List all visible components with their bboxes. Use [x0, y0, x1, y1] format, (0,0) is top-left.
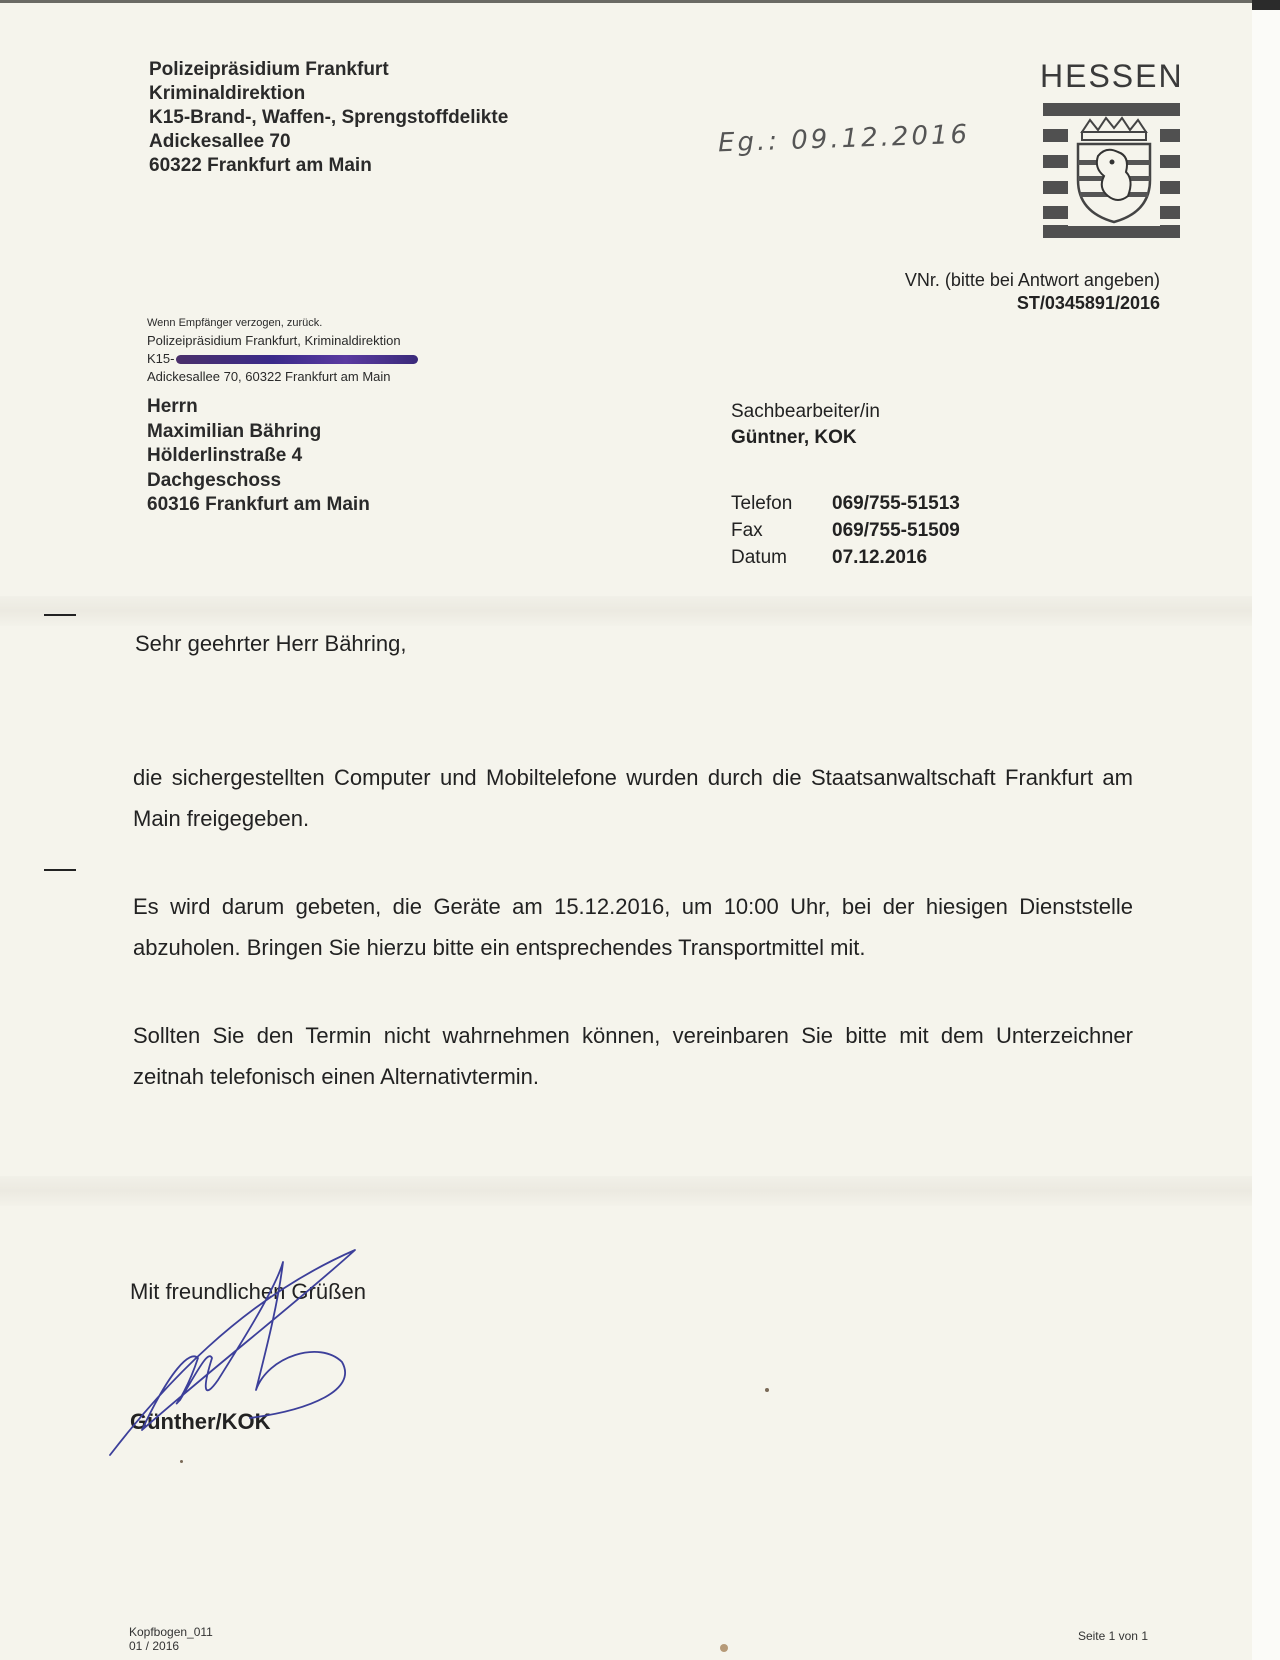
- state-logo-text: HESSEN: [1040, 58, 1184, 94]
- body-paragraph: Es wird darum gebeten, die Geräte am 15.12.2016, um 10:00 Uhr, bei der hiesigen Dienststelle abzuholen. Bringen Sie hierzu bitte ein entsprechendes Transportmittel mit.: [133, 894, 1133, 960]
- sender-line: 60322 Frankfurt am Main: [149, 155, 372, 176]
- punch-mark: [44, 869, 76, 871]
- return-line: Adickesallee 70, 60322 Frankfurt am Main: [147, 369, 391, 384]
- recipient-line: Herrn: [147, 396, 198, 417]
- date-value: 07.12.2016: [832, 547, 928, 568]
- recipient-line: Maximilian Bähring: [147, 420, 322, 442]
- signer-name: Günther/KOK: [130, 1409, 271, 1434]
- return-address: [147, 314, 418, 386]
- recipient-line: Hölderlinstraße 4: [147, 445, 303, 466]
- phone-label: Telefon: [731, 493, 793, 514]
- hessen-coat-of-arms-icon: [1068, 116, 1160, 226]
- scan-speck: [180, 1460, 183, 1463]
- sender-line: Kriminaldirektion: [149, 83, 306, 104]
- redaction-mark: [176, 355, 418, 364]
- salutation: Sehr geehrter Herr Bähring,: [135, 631, 407, 656]
- reference-label: VNr. (bitte bei Antwort angeben): [904, 270, 1160, 290]
- scan-speck: [765, 1388, 769, 1392]
- form-id: Kopfbogen_011: [129, 1625, 213, 1639]
- paper-fold-upper: [0, 596, 1252, 626]
- recipient-address: [147, 395, 370, 518]
- contact-row-date: [731, 544, 960, 571]
- scan-edge-right: [1252, 0, 1280, 1660]
- body-paragraph: Sollten Sie den Termin nicht wahrnehmen können, vereinbaren Sie bitte mit dem Unterzeichner zeitnah telefonisch einen Alternativtermin.: [133, 1023, 1133, 1089]
- fold-mark: [44, 614, 76, 616]
- received-stamp: Eg.: 09.12.2016: [717, 119, 971, 159]
- scan-speck: [720, 1644, 728, 1652]
- logo-bar: [1043, 225, 1180, 238]
- reference-number: ST/0345891/2016: [1016, 293, 1160, 313]
- sender-line: Adickesallee 70: [149, 131, 291, 152]
- return-line-prefix: K15-: [147, 351, 175, 366]
- paper-fold-lower: [0, 1176, 1252, 1206]
- return-line: Polizeipräsidium Frankfurt, Kriminaldirektion: [147, 333, 401, 348]
- contact-row-fax: [731, 517, 960, 544]
- return-note: Wenn Empfänger verzogen, zurück.: [147, 317, 323, 329]
- recipient-line: 60316 Frankfurt am Main: [147, 494, 370, 515]
- return-line-redacted: [147, 350, 418, 368]
- scan-edge-top: [0, 0, 1252, 3]
- fax-value: 069/755-51509: [832, 520, 960, 541]
- body-paragraph: die sichergestellten Computer und Mobiltelefone wurden durch die Staatsanwaltschaft Frankfurt am Main freigegeben.: [133, 765, 1133, 831]
- handler-name: Güntner, KOK: [731, 427, 857, 448]
- sender-address: [149, 58, 508, 178]
- closing: Mit freundlichen Grüßen: [130, 1279, 366, 1304]
- handler-label: Sachbearbeiter/in: [731, 401, 880, 422]
- recipient-line: Dachgeschoss: [147, 469, 282, 491]
- date-label: Datum: [731, 547, 787, 568]
- fax-label: Fax: [731, 520, 763, 541]
- scan-edge-corner: [1252, 0, 1280, 10]
- page-number: Seite 1 von 1: [1077, 1629, 1148, 1643]
- form-footer: [129, 1625, 213, 1653]
- logo-bar: [1043, 103, 1180, 116]
- sender-line: Polizeipräsidium Frankfurt: [149, 59, 389, 80]
- phone-value: 069/755-51513: [832, 493, 960, 514]
- contact-details: [731, 490, 960, 571]
- handwritten-signature: [100, 1240, 360, 1460]
- contact-row-phone: [731, 490, 960, 517]
- form-date: 01 / 2016: [129, 1639, 180, 1653]
- sender-line: K15-Brand-, Waffen-, Sprengstoffdelikte: [149, 107, 509, 128]
